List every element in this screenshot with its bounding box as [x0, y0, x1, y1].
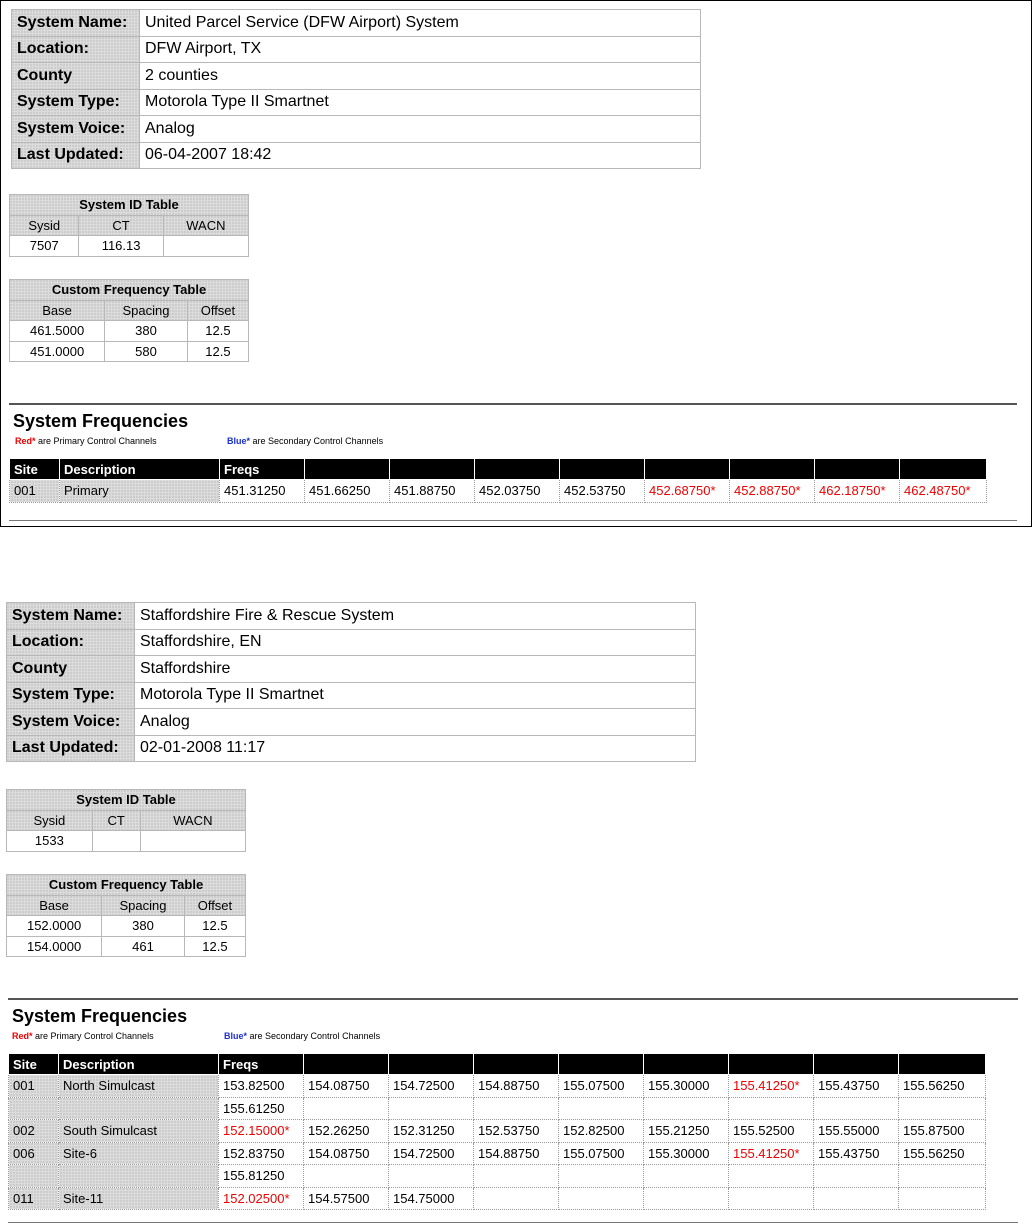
legend-red-text: are Primary Control Channels	[32, 1031, 154, 1041]
frequency-cell	[729, 1097, 814, 1120]
frequency-row	[9, 1097, 986, 1120]
column-header	[729, 1054, 814, 1075]
info-label: Location:	[7, 629, 135, 656]
site-cell: 001	[10, 480, 60, 503]
table-cell: 380	[102, 916, 185, 937]
table-cell	[163, 236, 248, 257]
system-panel-ups	[0, 0, 1032, 527]
frequency-cell: 152.15000*	[219, 1120, 304, 1143]
table-cell: 154.0000	[7, 936, 102, 957]
column-header	[815, 459, 900, 480]
frequency-cell	[474, 1187, 559, 1210]
column-header: Description	[59, 1054, 219, 1075]
info-row	[12, 116, 701, 143]
table-cell	[92, 831, 140, 852]
legend-blue-text: are Secondary Control Channels	[247, 1031, 381, 1041]
table-cell	[140, 831, 245, 852]
frequency-cell	[389, 1165, 474, 1188]
site-cell: 011	[9, 1187, 59, 1210]
column-header	[305, 459, 390, 480]
legend-blue-label: Blue*	[224, 1031, 248, 1041]
frequency-cell: 152.26250	[304, 1120, 389, 1143]
frequency-cell: 155.56250	[899, 1075, 986, 1098]
info-value: Analog	[135, 709, 696, 736]
frequency-cell: 155.41250*	[729, 1142, 814, 1165]
column-header: WACN	[140, 810, 245, 831]
frequency-cell: 155.56250	[899, 1142, 986, 1165]
site-cell: 002	[9, 1120, 59, 1143]
info-row	[7, 629, 696, 656]
info-value: Staffordshire, EN	[135, 629, 696, 656]
frequency-cell: 155.07500	[559, 1142, 644, 1165]
column-header: Site	[9, 1054, 59, 1075]
site-cell: 001	[9, 1075, 59, 1098]
frequency-cell: 462.18750*	[815, 480, 900, 503]
frequency-cell: 154.72500	[389, 1142, 474, 1165]
frequency-cell: 152.53750	[474, 1120, 559, 1143]
column-header: CT	[79, 215, 163, 236]
frequency-cell: 155.87500	[899, 1120, 986, 1143]
frequency-cell	[304, 1097, 389, 1120]
system-frequencies-table	[8, 1053, 986, 1210]
table-header-row	[7, 810, 246, 831]
table-header-row	[10, 215, 249, 236]
frequency-cell: 155.41250*	[729, 1075, 814, 1098]
legend-red-label: Red*	[12, 1031, 33, 1041]
column-header: Offset	[187, 300, 248, 321]
control-channel-legend-secondary	[224, 1031, 380, 1041]
info-label: System Name:	[7, 603, 135, 630]
description-cell: Site-6	[59, 1142, 219, 1165]
column-header	[900, 459, 987, 480]
table-caption: System ID Table	[10, 195, 249, 216]
info-label: System Voice:	[7, 709, 135, 736]
table-row	[10, 341, 249, 362]
frequency-cell: 155.07500	[559, 1075, 644, 1098]
table-cell: 152.0000	[7, 916, 102, 937]
frequency-cell	[559, 1165, 644, 1188]
system-id-table	[6, 789, 246, 852]
info-label: Last Updated:	[12, 142, 140, 169]
frequency-cell: 155.81250	[219, 1165, 304, 1188]
frequency-cell	[729, 1187, 814, 1210]
table-cell: 380	[105, 321, 188, 342]
info-row	[12, 36, 701, 63]
info-label: System Name:	[12, 10, 140, 37]
legend-red-label: Red*	[15, 436, 36, 446]
frequency-cell	[389, 1097, 474, 1120]
info-row	[7, 603, 696, 630]
info-label: Last Updated:	[7, 735, 135, 762]
frequency-cell	[729, 1165, 814, 1188]
section-divider	[9, 520, 1017, 521]
info-value: Motorola Type II Smartnet	[140, 89, 701, 116]
frequency-row	[9, 1120, 986, 1143]
frequency-cell: 154.08750	[304, 1075, 389, 1098]
info-label: County	[7, 656, 135, 683]
description-cell: North Simulcast	[59, 1075, 219, 1098]
frequency-cell	[899, 1165, 986, 1188]
column-header: Freqs	[219, 1054, 304, 1075]
frequency-cell: 154.72500	[389, 1075, 474, 1098]
frequency-cell: 154.88750	[474, 1142, 559, 1165]
custom-frequency-table	[9, 279, 249, 362]
column-header: Base	[10, 300, 105, 321]
frequency-cell: 152.31250	[389, 1120, 474, 1143]
table-caption: Custom Frequency Table	[7, 875, 246, 896]
table-header-row	[10, 300, 249, 321]
control-channel-legend	[15, 436, 157, 446]
frequency-cell	[474, 1165, 559, 1188]
column-header	[644, 1054, 729, 1075]
frequency-cell	[899, 1097, 986, 1120]
frequency-cell	[814, 1097, 899, 1120]
info-label: System Type:	[12, 89, 140, 116]
frequency-row	[9, 1165, 986, 1188]
frequency-cell	[559, 1187, 644, 1210]
column-header	[390, 459, 475, 480]
frequency-cell: 152.83750	[219, 1142, 304, 1165]
section-divider	[8, 998, 1018, 1000]
table-cell: 116.13	[79, 236, 163, 257]
info-row	[7, 709, 696, 736]
frequency-cell: 462.48750*	[900, 480, 987, 503]
frequency-cell: 152.02500*	[219, 1187, 304, 1210]
table-cell: 12.5	[184, 936, 245, 957]
frequency-cell: 155.43750	[814, 1142, 899, 1165]
frequency-cell	[814, 1165, 899, 1188]
table-caption-row	[10, 195, 249, 216]
system-info-table	[6, 602, 696, 762]
table-row	[7, 936, 246, 957]
frequency-cell: 154.57500	[304, 1187, 389, 1210]
info-row	[12, 63, 701, 90]
frequency-cell: 155.43750	[814, 1075, 899, 1098]
info-label: System Type:	[7, 682, 135, 709]
info-label: County	[12, 63, 140, 90]
frequency-row	[9, 1187, 986, 1210]
frequency-cell: 451.88750	[390, 480, 475, 503]
column-header	[389, 1054, 474, 1075]
table-caption: System ID Table	[7, 790, 246, 811]
column-header	[899, 1054, 986, 1075]
column-header: Offset	[184, 895, 245, 916]
column-header: Base	[7, 895, 102, 916]
frequencies-title: System Frequencies	[12, 1006, 188, 1026]
info-row	[12, 89, 701, 116]
system-info-table	[11, 9, 701, 169]
column-header	[559, 1054, 644, 1075]
column-header: CT	[92, 810, 140, 831]
table-cell: 12.5	[187, 341, 248, 362]
table-cell: 461.5000	[10, 321, 105, 342]
info-value: Staffordshire Fire & Rescue System	[135, 603, 696, 630]
system-panel-staffordshire	[0, 594, 1032, 1228]
legend-blue-text: are Secondary Control Channels	[250, 436, 384, 446]
info-row	[7, 735, 696, 762]
frequencies-title: System Frequencies	[13, 411, 189, 431]
section-divider	[9, 403, 1017, 405]
description-cell: South Simulcast	[59, 1120, 219, 1143]
frequency-cell: 452.88750*	[730, 480, 815, 503]
frequency-cell: 155.61250	[219, 1097, 304, 1120]
frequency-cell: 452.03750	[475, 480, 560, 503]
info-value: 2 counties	[140, 63, 701, 90]
column-header	[645, 459, 730, 480]
column-header: Spacing	[105, 300, 188, 321]
table-cell: 7507	[10, 236, 79, 257]
frequency-cell	[899, 1187, 986, 1210]
frequency-cell	[814, 1187, 899, 1210]
column-header: Site	[10, 459, 60, 480]
frequency-cell: 155.21250	[644, 1120, 729, 1143]
info-value: DFW Airport, TX	[140, 36, 701, 63]
legend-blue-label: Blue*	[227, 436, 251, 446]
legend-red-text: are Primary Control Channels	[35, 436, 157, 446]
frequency-row	[9, 1075, 986, 1098]
frequency-cell: 451.66250	[305, 480, 390, 503]
control-channel-legend	[12, 1031, 154, 1041]
column-header	[814, 1054, 899, 1075]
column-header	[730, 459, 815, 480]
column-header	[475, 459, 560, 480]
site-cell	[9, 1165, 59, 1188]
site-cell	[9, 1097, 59, 1120]
table-cell: 451.0000	[10, 341, 105, 362]
table-cell: 12.5	[184, 916, 245, 937]
table-row	[10, 236, 249, 257]
frequency-cell	[559, 1097, 644, 1120]
frequency-cell: 452.68750*	[645, 480, 730, 503]
table-cell: 461	[102, 936, 185, 957]
table-header-row	[7, 895, 246, 916]
frequency-cell: 154.08750	[304, 1142, 389, 1165]
frequency-cell	[644, 1097, 729, 1120]
info-value: Analog	[140, 116, 701, 143]
frequency-cell	[644, 1165, 729, 1188]
frequency-cell	[644, 1187, 729, 1210]
info-row	[7, 656, 696, 683]
info-label: Location:	[12, 36, 140, 63]
frequency-cell: 452.53750	[560, 480, 645, 503]
info-value: 02-01-2008 11:17	[135, 735, 696, 762]
table-caption-row	[10, 280, 249, 301]
info-row	[7, 682, 696, 709]
table-caption-row	[7, 875, 246, 896]
table-cell: 12.5	[187, 321, 248, 342]
column-header: Freqs	[220, 459, 305, 480]
section-divider	[8, 1222, 1018, 1223]
column-header: Description	[60, 459, 220, 480]
frequency-cell	[474, 1097, 559, 1120]
info-row	[12, 142, 701, 169]
frequency-cell: 154.75000	[389, 1187, 474, 1210]
frequency-cell: 154.88750	[474, 1075, 559, 1098]
column-header: Spacing	[102, 895, 185, 916]
frequency-cell: 451.31250	[220, 480, 305, 503]
info-row	[12, 10, 701, 37]
table-caption: Custom Frequency Table	[10, 280, 249, 301]
info-value: 06-04-2007 18:42	[140, 142, 701, 169]
description-cell: Primary	[60, 480, 220, 503]
system-frequencies-table	[9, 458, 987, 503]
info-value: United Parcel Service (DFW Airport) System	[140, 10, 701, 37]
table-cell: 1533	[7, 831, 93, 852]
frequency-cell: 152.82500	[559, 1120, 644, 1143]
frequency-cell: 155.30000	[644, 1075, 729, 1098]
description-cell	[59, 1097, 219, 1120]
frequency-cell	[304, 1165, 389, 1188]
column-header	[304, 1054, 389, 1075]
column-header	[474, 1054, 559, 1075]
info-value: Staffordshire	[135, 656, 696, 683]
column-header: WACN	[163, 215, 248, 236]
control-channel-legend-secondary	[227, 436, 383, 446]
frequency-cell: 153.82500	[219, 1075, 304, 1098]
system-id-table	[9, 194, 249, 257]
description-cell: Site-11	[59, 1187, 219, 1210]
column-header: Sysid	[10, 215, 79, 236]
frequency-cell: 155.30000	[644, 1142, 729, 1165]
info-label: System Voice:	[12, 116, 140, 143]
info-value: Motorola Type II Smartnet	[135, 682, 696, 709]
frequency-cell: 155.52500	[729, 1120, 814, 1143]
table-row	[7, 831, 246, 852]
table-caption-row	[7, 790, 246, 811]
column-header	[560, 459, 645, 480]
column-header: Sysid	[7, 810, 93, 831]
custom-frequency-table	[6, 874, 246, 957]
table-cell: 580	[105, 341, 188, 362]
description-cell	[59, 1165, 219, 1188]
table-row	[10, 321, 249, 342]
frequency-cell: 155.55000	[814, 1120, 899, 1143]
frequency-row	[10, 480, 987, 503]
site-cell: 006	[9, 1142, 59, 1165]
frequency-row	[9, 1142, 986, 1165]
table-row	[7, 916, 246, 937]
